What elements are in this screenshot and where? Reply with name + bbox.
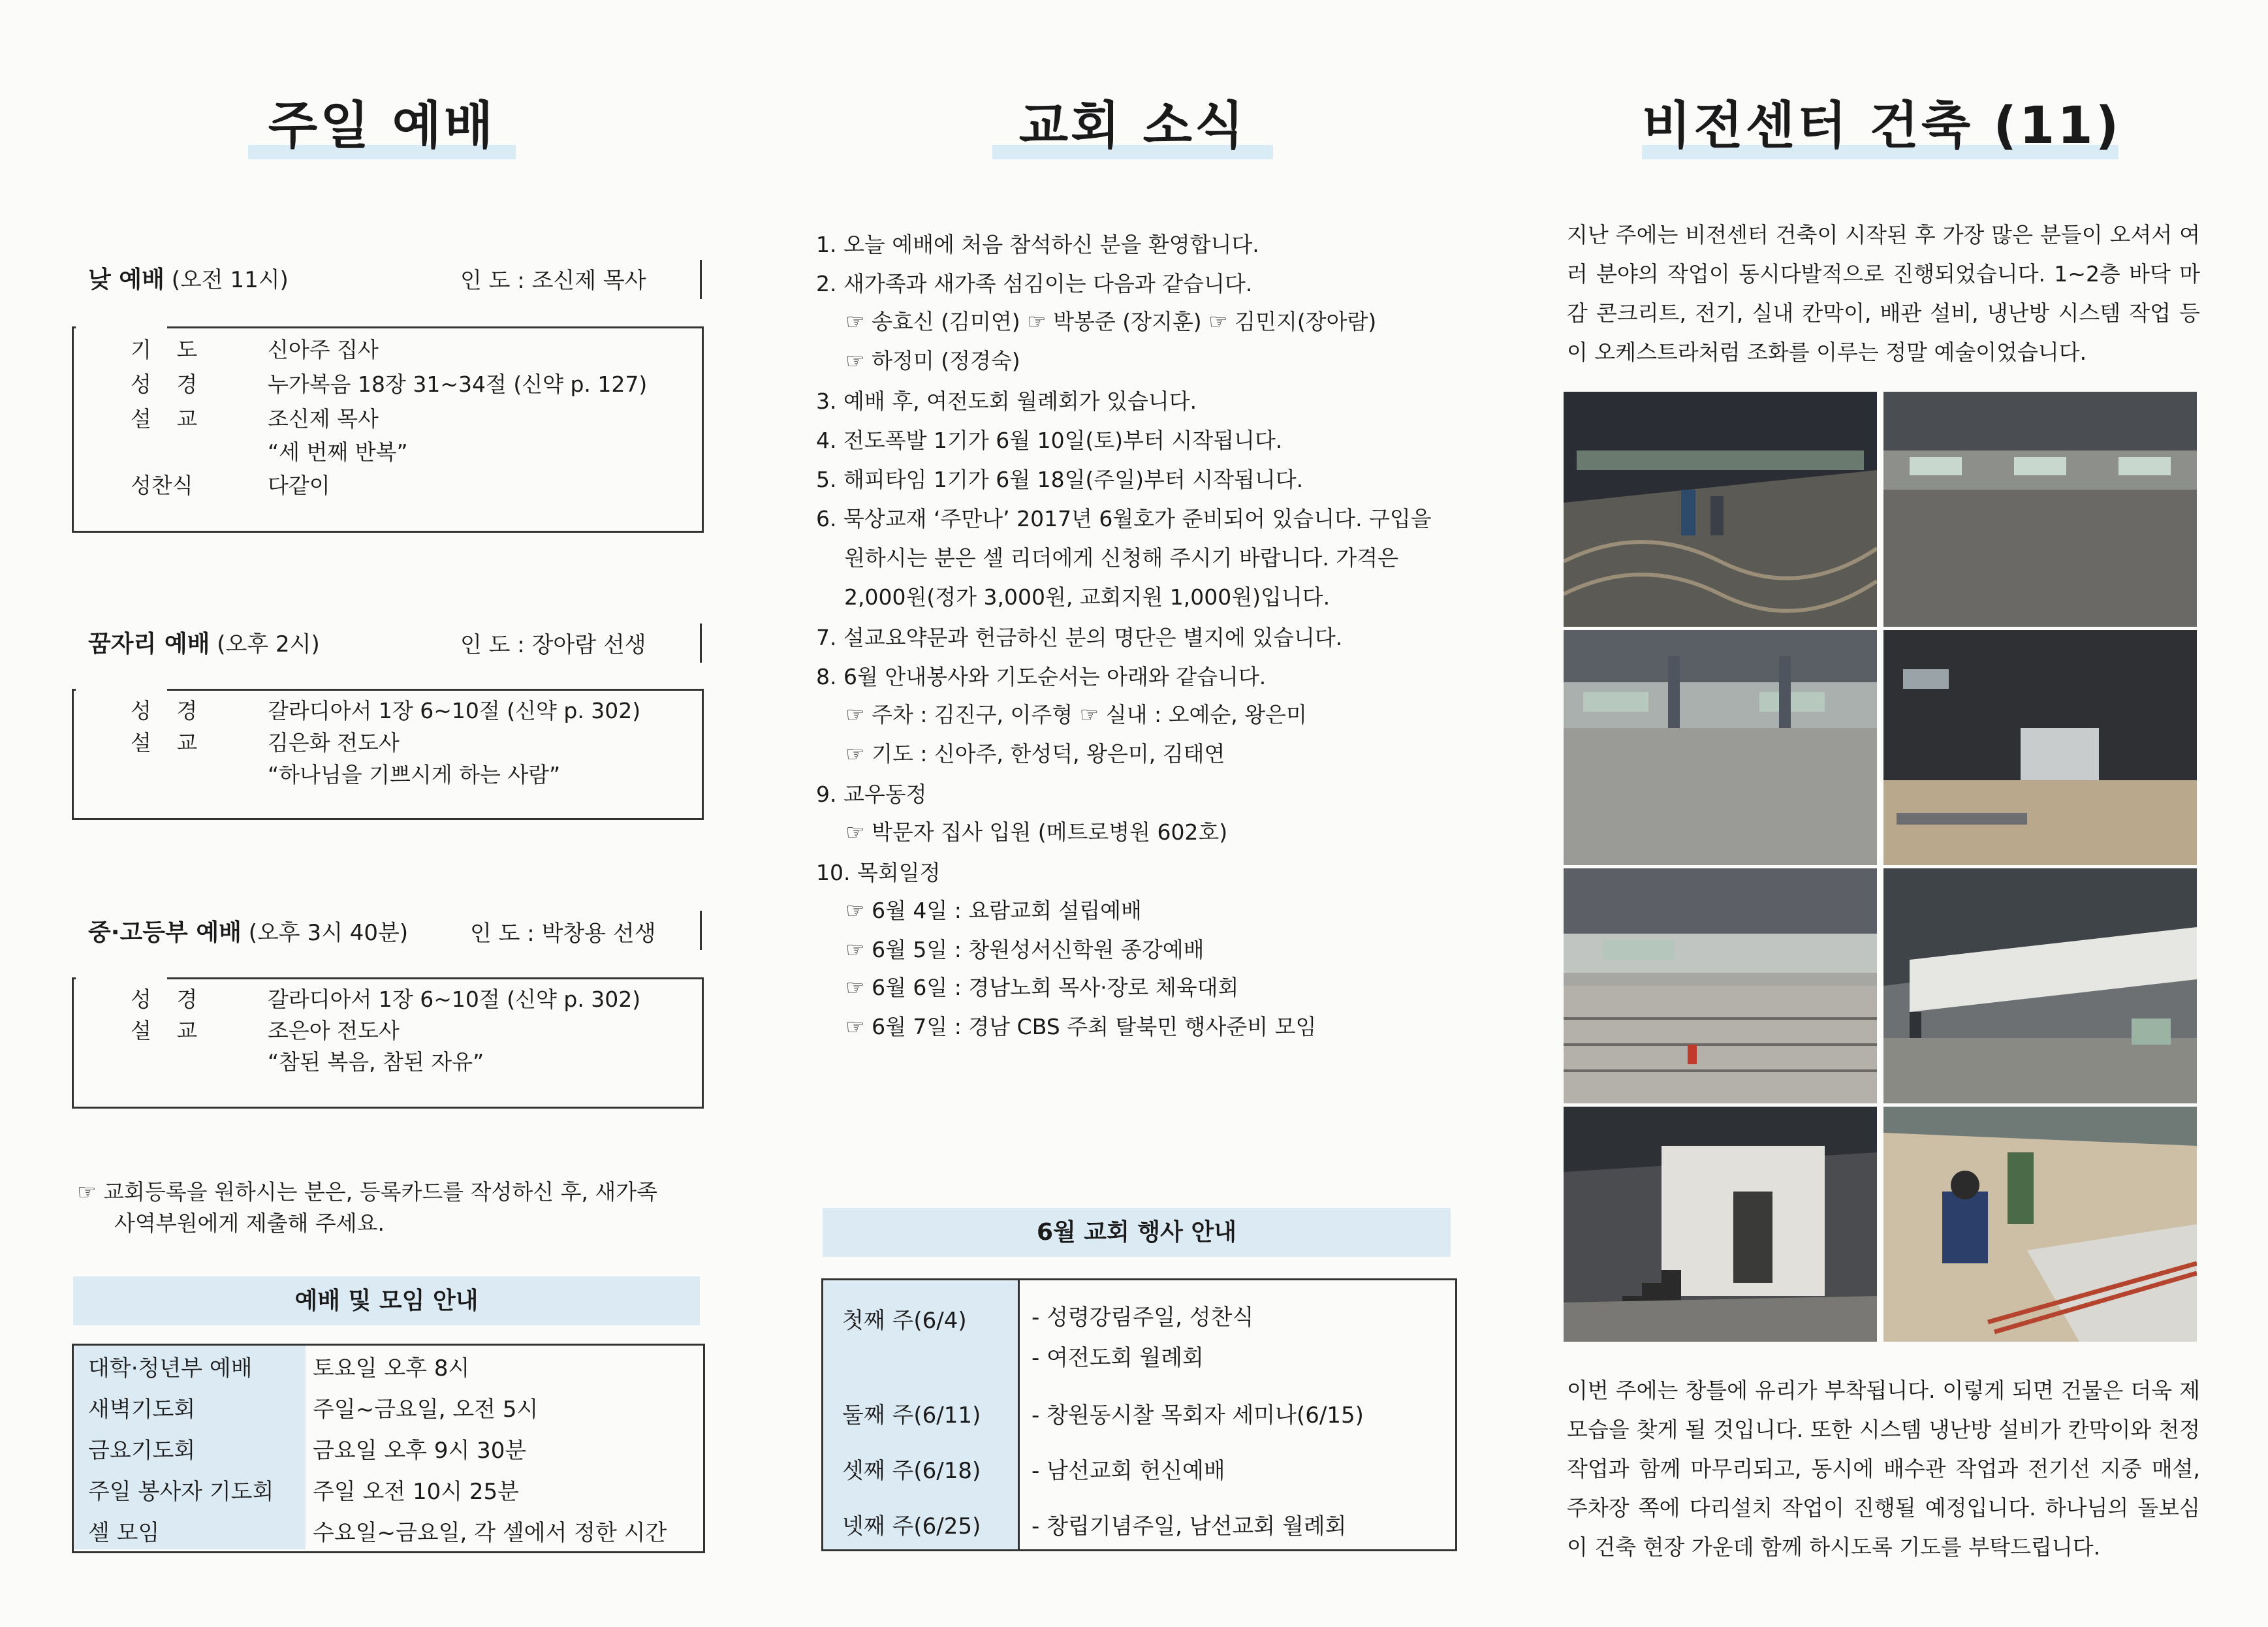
- event-week: 셋째 주(6/18): [842, 1458, 981, 1484]
- meeting-name: 셀 모임: [88, 1520, 160, 1546]
- register-note: ☞ 교회등록을 원하시는 분은, 등록카드를 작성하신 후, 새가족: [77, 1179, 658, 1205]
- event-week: 둘째 주(6/11): [842, 1402, 981, 1429]
- news-item: 5. 해피타임 1기가 6월 18일(주일)부터 시작됩니다.: [816, 467, 1304, 492]
- meeting-time: 수요일~금요일, 각 셀에서 정한 시간: [313, 1520, 667, 1546]
- table-row: [73, 1345, 704, 1387]
- news-item: 7. 설교요약문과 헌금하신 분의 명단은 별지에 있습니다.: [816, 625, 1343, 650]
- news-item: 9. 교우동정: [816, 782, 927, 807]
- news-item: ☞ 박문자 집사 입원 (메트로병원 602호): [845, 819, 1228, 845]
- photo-interior-columns: [1564, 630, 1877, 865]
- photo-steel-frame: [1564, 868, 1877, 1103]
- service-leader: 인 도 : 박창용 선생: [470, 921, 656, 947]
- meetings-table: [72, 1344, 705, 1553]
- news-item: ☞ 6월 5일 : 창원성서신학원 종강예배: [845, 937, 1205, 962]
- frame-edge: [700, 624, 702, 663]
- page-title-church-news: 교회 소식: [1018, 97, 1247, 155]
- event-item: - 남선교회 헌신예배: [1032, 1458, 1225, 1484]
- photo-ceiling-work: [1883, 868, 2197, 1103]
- event-item: - 여전도회 월례회: [1032, 1345, 1204, 1371]
- event-item: - 성령강림주일, 성찬식: [1032, 1304, 1254, 1331]
- meeting-name: 대학·청년부 예배: [88, 1355, 253, 1382]
- frame-gap: [76, 977, 167, 981]
- meetings-title: 예배 및 모임 안내: [73, 1276, 700, 1325]
- news-item: ☞ 6월 7일 : 경남 CBS 주최 탈북민 행사준비 모임: [845, 1014, 1317, 1039]
- construction-update-1: 지난 주에는 비전센터 건축이 시작된 후 가장 많은 분들이 오셔서 여러 분야의 작업이 동시다발적으로 진행되었습니다. 1~2층 바닥 마감 콘크리트, 전기, 실내 칸막이, 배관 설비, 냉난방 시스템 작업 등이 오케스트라처럼 조화를 이루는 정말 예술이었습니다.: [1567, 222, 2200, 365]
- register-note-cont: 사역부원에게 제출해 주세요.: [114, 1210, 385, 1236]
- news-item: 8. 6월 안내봉사와 기도순서는 아래와 같습니다.: [816, 664, 1267, 689]
- photo-exterior-wall: [1883, 630, 2197, 865]
- frame-edge: [700, 911, 702, 950]
- event-item: - 창립기념주일, 남선교회 월례회: [1032, 1513, 1347, 1540]
- events-week-divider: [1018, 1280, 1020, 1549]
- news-item: ☞ 하정미 (정경숙): [845, 348, 1020, 373]
- meeting-name: 주일 봉사자 기도회: [88, 1479, 274, 1505]
- news-item: 2. 새가족과 새가족 섬김이는 다음과 같습니다.: [816, 271, 1253, 296]
- meeting-name: 금요기도회: [88, 1438, 196, 1464]
- table-row: [73, 1387, 704, 1428]
- service-time: (오후 2시): [217, 631, 320, 657]
- news-item: ☞ 기도 : 신아주, 한성덕, 왕은미, 김태연: [845, 741, 1225, 766]
- construction-update-2: 이번 주에는 창틀에 유리가 부착됩니다. 이렇게 되면 건물은 더욱 제 모습을 찾게 될 것입니다. 또한 시스템 냉난방 설비가 칸막이와 천정 작업과 함께 마무리되고, 동시에 배수관 작업과 전기선 지중 매설, 주차장 쪽에 다리설치 작업이 진행될 예정입니다. 하나님의 돌보심이 건축 현장 가운데 함께 하시도록 기도를 부탁드립니다.: [1567, 1378, 2200, 1560]
- news-item: 6. 묵상교재 ‘주만나’ 2017년 6월호가 준비되어 있습니다. 구입을: [816, 506, 1432, 531]
- service-leader: 인 도 : 조신제 목사: [460, 268, 646, 294]
- service-leader: 인 도 : 장아람 선생: [460, 632, 646, 658]
- photo-concrete-floor: [1883, 392, 2197, 627]
- news-item: 1. 오늘 예배에 처음 참석하신 분을 환영합니다.: [816, 232, 1259, 257]
- events-title: 6월 교회 행사 안내: [823, 1208, 1451, 1257]
- photo-partition-stairs: [1564, 1107, 1877, 1342]
- news-item: ☞ 송효신 (김미연) ☞ 박봉준 (장지훈) ☞ 김민지(장아람): [845, 309, 1377, 334]
- news-item: ☞ 6월 4일 : 요람교회 설립예배: [845, 898, 1142, 923]
- photo-welding-worker: [1883, 1107, 2197, 1342]
- service-name: 낮 예배: [88, 266, 165, 293]
- table-row: [73, 1510, 704, 1553]
- frame-gap: [76, 326, 167, 330]
- service-name: 꿈자리 예배: [88, 631, 210, 657]
- meeting-time: 금요일 오후 9시 30분: [313, 1438, 527, 1464]
- frame-gap: [76, 689, 167, 693]
- page-title-vision-center: 비전센터 건축 (11): [1642, 97, 2122, 155]
- news-item: 2,000원(정가 3,000원, 교회지원 1,000원)입니다.: [844, 584, 1331, 610]
- page-title-sunday-worship: 주일 예배: [268, 97, 496, 155]
- news-item: 원하시는 분은 셀 리더에게 신청해 주시기 바랍니다. 가격은: [844, 545, 1398, 571]
- meeting-time: 토요일 오후 8시: [313, 1355, 470, 1382]
- event-week: 넷째 주(6/25): [842, 1513, 981, 1540]
- frame-edge: [700, 260, 702, 299]
- service-name: 중·고등부 예배: [88, 919, 242, 946]
- event-week: 첫째 주(6/4): [842, 1308, 967, 1334]
- news-item: 3. 예배 후, 여전도회 월례회가 있습니다.: [816, 388, 1197, 414]
- news-item: 10. 목회일정: [816, 860, 941, 885]
- meeting-time: 주일~금요일, 오전 5시: [313, 1397, 539, 1423]
- service-time: (오전 11시): [171, 267, 289, 293]
- table-row: [73, 1428, 704, 1469]
- photo-floor-heating: [1564, 392, 1877, 627]
- event-item: - 창원동시찰 목회자 세미나(6/15): [1032, 1402, 1364, 1429]
- news-item: 4. 전도폭발 1기가 6월 10일(토)부터 시작됩니다.: [816, 428, 1283, 453]
- news-item: ☞ 6월 6일 : 경남노회 목사·장로 체육대회: [845, 975, 1239, 1000]
- meeting-name: 새벽기도회: [88, 1397, 196, 1423]
- meeting-time: 주일 오전 10시 25분: [313, 1479, 520, 1505]
- service-time: (오후 3시 40분): [248, 920, 409, 946]
- table-row: [73, 1469, 704, 1510]
- news-item: ☞ 주차 : 김진구, 이주형 ☞ 실내 : 오예순, 왕은미: [845, 702, 1307, 727]
